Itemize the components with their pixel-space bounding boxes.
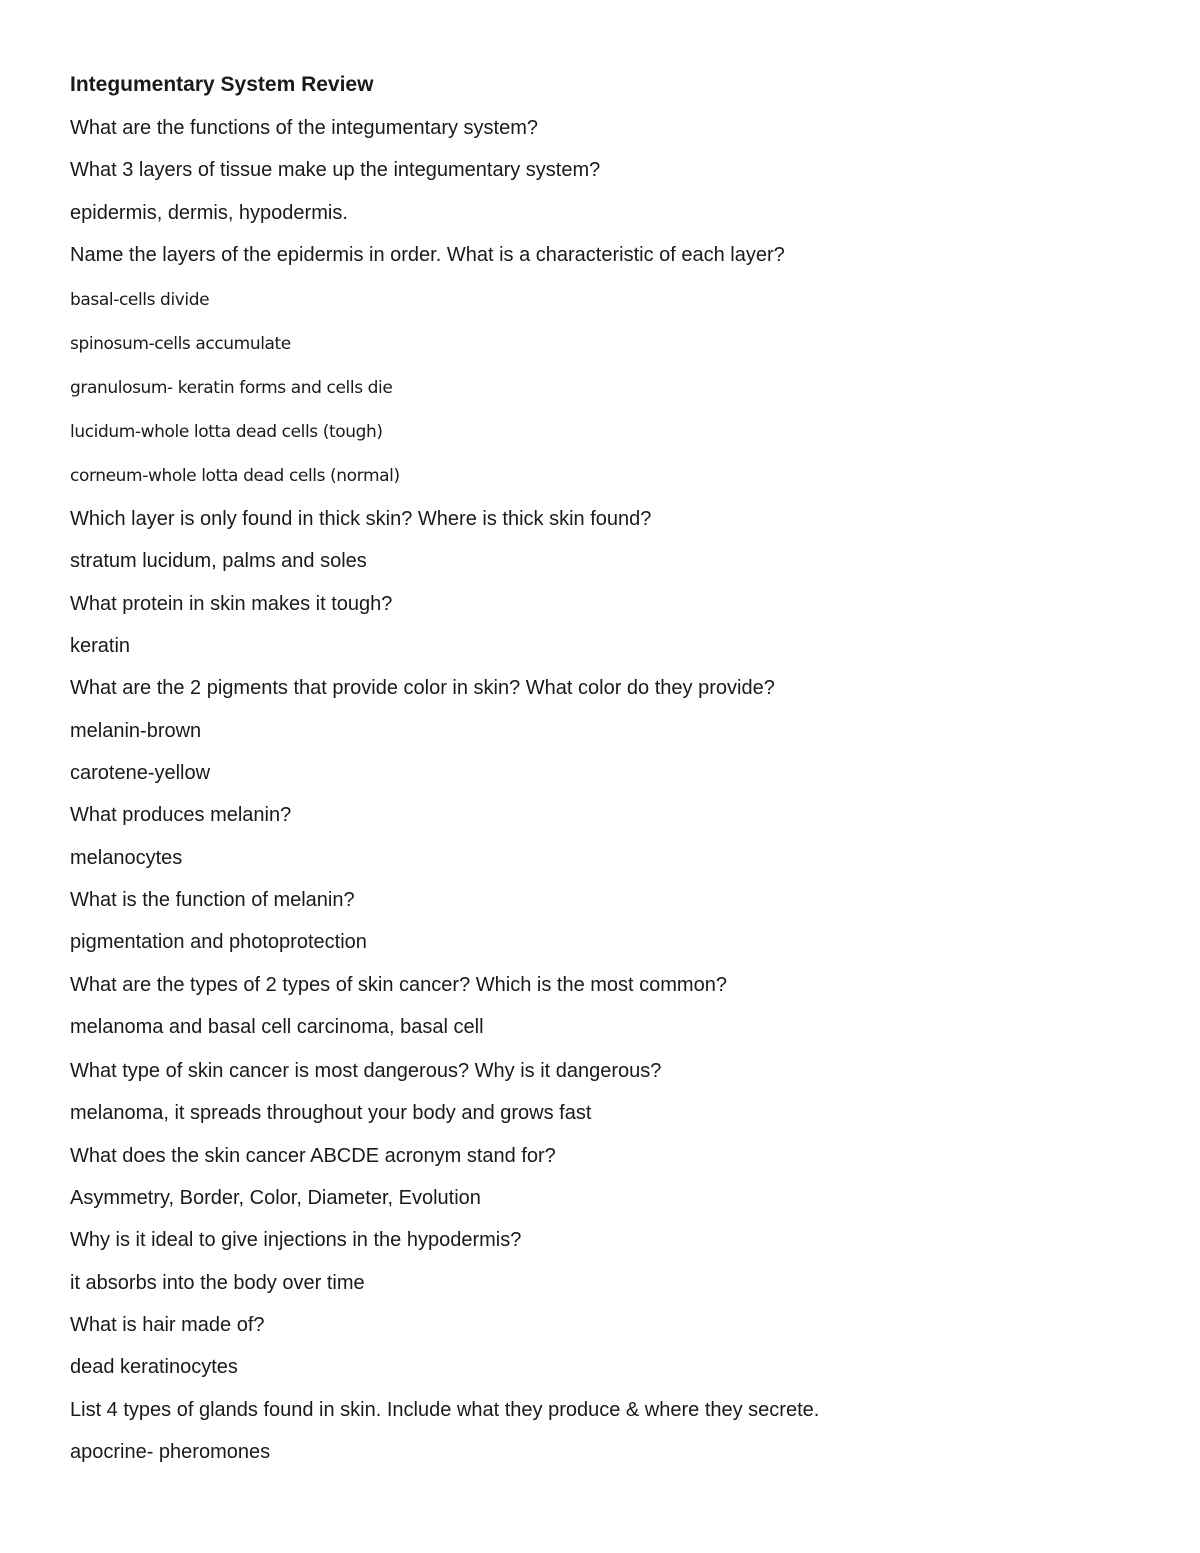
question-line: Name the layers of the epidermis in order. What is a characteristic of each layer? bbox=[70, 244, 785, 266]
question-line: What are the 2 pigments that provide color in skin? What color do they provide? bbox=[70, 677, 775, 699]
answer-line: dead keratinocytes bbox=[70, 1356, 238, 1378]
answer-line: stratum lucidum, palms and soles bbox=[70, 550, 367, 572]
question-line: What type of skin cancer is most dangerous? Why is it dangerous? bbox=[70, 1060, 662, 1082]
question-line: What protein in skin makes it tough? bbox=[70, 593, 393, 615]
question-line: Which layer is only found in thick skin? Where is thick skin found? bbox=[70, 508, 652, 530]
answer-line: lucidum-whole lotta dead cells (tough) bbox=[70, 422, 383, 442]
question-line: List 4 types of glands found in skin. Include what they produce & where they secrete. bbox=[70, 1399, 820, 1421]
question-line: Why is it ideal to give injections in the hypodermis? bbox=[70, 1229, 522, 1251]
question-line: What 3 layers of tissue make up the integumentary system? bbox=[70, 159, 601, 181]
answer-line: melanocytes bbox=[70, 847, 183, 869]
answer-line: melanin-brown bbox=[70, 720, 202, 742]
question-line: What is the function of melanin? bbox=[70, 889, 355, 911]
answer-line: spinosum-cells accumulate bbox=[70, 334, 291, 354]
answer-line: carotene-yellow bbox=[70, 762, 211, 784]
question-line: What are the types of 2 types of skin cancer? Which is the most common? bbox=[70, 974, 727, 996]
answer-line: it absorbs into the body over time bbox=[70, 1272, 365, 1294]
answer-line: pigmentation and photoprotection bbox=[70, 931, 367, 953]
answer-line: melanoma and basal cell carcinoma, basal cell bbox=[70, 1016, 484, 1038]
answer-line: basal-cells divide bbox=[70, 290, 210, 310]
question-line: What does the skin cancer ABCDE acronym stand for? bbox=[70, 1145, 556, 1167]
answer-line: epidermis, dermis, hypodermis. bbox=[70, 202, 348, 224]
answer-line: apocrine- pheromones bbox=[70, 1441, 271, 1463]
answer-line: melanoma, it spreads throughout your body and grows fast bbox=[70, 1102, 592, 1124]
answer-line: granulosum- keratin forms and cells die bbox=[70, 378, 393, 398]
answer-line: keratin bbox=[70, 635, 131, 657]
answer-line: Asymmetry, Border, Color, Diameter, Evolution bbox=[70, 1187, 481, 1209]
question-line: What is hair made of? bbox=[70, 1314, 265, 1336]
question-line: What produces melanin? bbox=[70, 804, 292, 826]
document-title: Integumentary System Review bbox=[70, 73, 374, 96]
question-line: What are the functions of the integumentary system? bbox=[70, 117, 539, 139]
answer-line: corneum-whole lotta dead cells (normal) bbox=[70, 466, 400, 486]
